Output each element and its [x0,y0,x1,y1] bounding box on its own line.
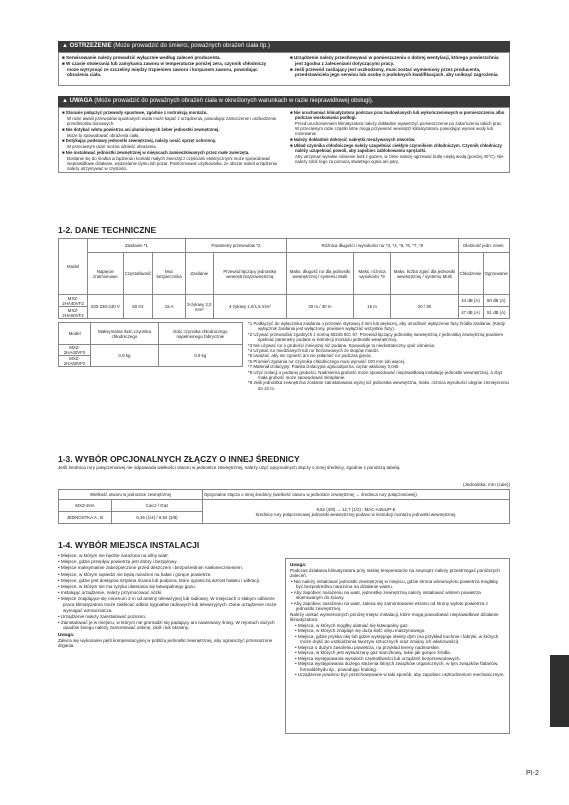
caution-item-title: ■ Nie uruchamiać klimatyzatora podczas prac budowlanych lub wykończeniowych w pomieszczeniu albo podczas woskowania podłogi. [290,110,505,121]
low-temp-note-box [285,558,510,734]
cell-options [203,500,510,524]
box-sub-item: • Miejsca o dużym zasoleniu powietrza, na przykład tereny nadmorskie. [295,644,441,650]
warning-item: ■ Serwisowanie należy prowadzić wyłącznie według zaleceń producenta. [62,55,221,60]
th-fuse: Moc bezpiecznika [153,253,185,295]
list-item: • Miejsce maksymalnie zabezpieczone przed deszczem i bezpośrednim nasłonecznieniem. [58,565,243,571]
th-model: Model [59,323,91,345]
box-sub-item: • Miejsca, w których znajduje się duża ilość oleju maszynowego. [295,628,426,633]
unit-label: (Jednostka: mm (cale)) [463,482,510,487]
warning-item: ■ W czasie otwierania lub zamykania zaworu w temperaturze poniżej zera, czynnik chłodniczy może wytrysnąć ze szczeliny między trzpieniem zaworu i korpusem zaworu, powodując obrażenia ciała. [62,61,267,78]
th-noise: Głośność jedn. zewn. [458,239,509,253]
reducer-table [58,489,510,524]
caution-item-title: ■ Nie dotykać wlotu powietrza ani aluminiowych żeber jednostki zewnętrznej. [62,126,220,132]
list-item: • Instalując urządzenie, należy przymocować nóżki. [58,590,163,596]
list-item: • Miejsce, w którym sąsiedzi nie będą narażeni na hałas i gorące powietrze. [58,571,212,577]
section-1-3-intro: Jeśli średnica rury połączeniowej nie odpowiada wielkości otworu w jednostce zewnętrznej, należy użyć opcjonalnych złączy o innej średnicy, zgodnie z poniższą tabelą. [58,465,401,470]
box-sub-item: • Miejsca występowania dużego stężenia lotnych związków organicznych, w tym związków ftalanów, formaldehydu itp., powodując kraking. [295,661,499,672]
cell-power: 3-żyłowy 2,0 mm² [185,295,213,319]
note: *3 Nie używać rur o grubości mniejszej niż podana. Spowoduje to niedostateczny opór ciśnienia. [248,342,436,348]
cell-freq: 50 Hz [123,295,153,319]
cell-model: MXZ-2HA40VF2 [59,295,88,307]
warning-label: ▲ OSTRZEŻENIE [62,43,112,49]
th-heat: Ogrzewanie [483,253,510,295]
note: *9 Jeśli jednostka zewnętrzna zostanie zainstalowana wyżej niż jednostka wewnętrzna, maks. różnica wysokości ulegnie zmniejszeniu do 10 m. [248,380,509,391]
th-power: Zasilanie [185,253,213,295]
cell-heat: 51 dB (A) [483,307,510,319]
option-joint: 9,52 (3/8) → 12,7 (1/2) : MAC-A454JP-E [316,506,396,512]
caution-label: ▲ UWAGA [62,98,93,104]
list-item: • Miejsce, gdzie przepływ powietrza jest dobry i bezpyłowy. [58,559,178,565]
section-1-3-title: 1-3. WYBÓR OPCJONALNYCH ZŁĄCZY O INNEJ ŚREDNICY [58,454,300,464]
section-1-2-title: 1-2. DANE TECHNICZNE [58,225,157,235]
list-item: • Miejsce, w którym nie będzie narażona na silny wiatr. [58,553,169,558]
spec-notes [248,321,510,391]
cell-conn: 4-żyłowy 1,0/1,5 mm² [213,295,286,319]
cell-maxlen: 20 m / 30 m [286,295,353,319]
th-diff: Różnica długości i wysokości rur *3, *4, *5, *6, *7, *8 [286,239,458,253]
th-port-size: Wielkość otworu w jednostce zewnętrznej [59,490,203,500]
box-mid: Należy unikać wymienionych poniżej miejsc instalacji, które mogą powodować nieprawidłowe działanie klimatyzatora. [290,611,499,622]
box-item: • Aby zapobiec narażeniu na wiatr, zaleca się zamontowanie ekranu od strony wylotu powietrza z jednostki zewnętrznej. [291,600,488,611]
warning-header [58,41,510,52]
caution-item-title: ■ Staranie połączyć przewody spustowe, zgodnie z instrukcją montażu. [62,110,208,115]
box-title: Uwaga: [290,562,307,567]
cell-sizes: 6,35 (1/4) / 9,52 (3/8) [112,512,203,524]
note: *5 Uważać, aby nie zgnieść ani nie połamać rur podczas gięcia. [248,353,372,359]
refrigerant-table [58,322,243,367]
cell-model: MXZ-2HA50VF2 [59,356,91,367]
note-text: Zaleca się wykonanie pętli kompensacyjnej w pobliżu jednostki zewnętrznej, aby ograniczyć przenoszone drgania. [58,637,273,649]
cell-cool: 47 dB (A) [458,307,483,319]
box-sub-item: • Miejsca, w których jest wytwarzany gaz siarczkowy, takie jak gorące źródła. [295,650,451,655]
caution-right [290,110,505,165]
section-1-4-title: 1-4. WYBÓR MIEJSCA INSTALACJI [58,540,200,550]
note: *4 Używać rur miedzianych lub rur bezszwowych ze stopów miedzi. [248,348,380,354]
caution-item-title: ■ Dotykając podstawy jednostki zewnętrznej, należy nosić sprzęt ochronny. [62,138,217,144]
page-number: PI-2 [526,770,539,777]
caution-item-text: Dostanie się do środka urządzenia i kontakt małych zwierząt z częściami elektrycznymi może spowodować nieprawidłowe działanie, wydzielanie dymu lub pożar. Poinformować użytkownika, że obszar wokół urządzenia należy utrzymywać w czystości. [67,155,277,172]
caution-item-title: ■ Należy dokładnie dokręcić nakrętki nieużywanych otworów. [290,137,416,143]
cell-cool: 44 dB (A) [458,295,483,307]
cell-model: MXZ-2HA50VF2 [59,307,88,319]
cell-bends: 20 / 30 [391,295,458,319]
list-item: • Miejsce, gdzie jest dostępna sztywna ściana lub podpora, które ograniczą wzrost hałasu i wibracji. [58,577,261,583]
box-sub-item: • Urządzenie powinno być przechowywane w taki sposób, aby zapobiec uszkodzeniom mechanicznym. [295,672,505,677]
caution-item-text: Przed uruchomieniem klimatyzatora należy dokładnie wywietrzyć pomieszczenie po zakończeniu takich prac. W przeciwnym razie cząstki lotne mogą przywierać wewnątrz klimatyzatora, powodując wyciek wody lub rozerwanie. [295,121,503,137]
cell-model: MXZ-2HA [59,500,112,512]
box-sub-item: • Miejsca, w których mogłby ulatniać się łatwopalny gaz. [295,622,409,628]
note: *8 Użyć izolacji o podanej grubości. Nadmierna grubość może spowodować nieprawidłową instalację jednostki wewnętrznej, a zbyt mała grubość może spowodować skraplanie. [248,369,503,381]
cell-unit: JEDNOSTKA A , B [59,512,112,524]
warning-left [62,55,277,79]
box-item: • Nie należy instalować jednostki zewnętrznej w miejscu, gdzie strona wlotu/wylotu powietrza mogłaby być bezpośrednio narażona na działanie wiatru. [291,578,499,589]
spec-table [58,238,510,319]
caution-item-title: ■ Układ czynnika chłodniczego należy uzupełniać ciekłym czynnikiem chłodniczym. Czynnik chłodniczy należy uzupełniać powoli, aby zapobiec zablokowaniu sprężarki. [290,143,503,154]
th-bends: Maks. liczba zgięć dla jednostki wewnętrznej / systemu Multi [391,253,458,295]
th-freq: Częstotliwość [123,253,153,295]
list-item: • Miejsce znajdujące się minimum 3 m od anteny telewizyjnej lub radiowej. W miejscach o słabym odbiorze praca klimatyzatora może zakłócać odbiór sygnałów radiowych lub telewizyjnych. Dane urządzenie może wymagać wzmacniacza. [58,596,277,613]
list-item: • Miejsce, w którym nie ma ryzyka ulatniania się łatwopalnego gazu. [58,583,196,589]
warning-note: (Może prowadzić do śmierci, poważnych obrażeń ciała itp.) [113,43,271,49]
box-sub-item: • Miejsca, gdzie pryska olej lub gdzie występuje oleisty dym (na przykład kuchnie i fabryki, w których może dojść do uszkodzenia tworzyw sztucznych oraz zmiany ich właściwości). [295,633,499,644]
note: *1 Podłączyć do wyłącznika zasilania o przerwie stykowej 3 mm lub większej, aby umożliwić wyłączenie fazy źródła zasilania. (Kiedy wyłącznik zasilania jest wyłączony, powinien wyłączać wszystkie fazy). [248,321,505,332]
cell-voltage: 220-230-240 V [88,295,124,319]
cell-fuse: 15 A [153,295,185,319]
th-cool: Chłodzenie [458,253,483,295]
caution-item-text: Może to spowodować obrażenia ciała. [67,132,140,138]
box-item: • Aby zapobiec narażeniu na wiatr, jednostkę zewnętrzną należy instalować wlotem powietrza skierowanym do ściany. [291,589,481,600]
warning-item: ■ Jeśli przewód zasilający jest uszkodzony, musi zostać wymieniony przez producenta, przedstawiciela jego serwisu lub osobę o podobnych kwalifikacjach, aby uniknąć zagrożenia. [290,66,499,78]
caution-item-text: W przeciwnym razie można odnieść obrażenia. [67,144,157,150]
cell-heat: 50 dB (A) [483,295,510,307]
caution-header [58,96,510,107]
cell-max: 0,9 kg [91,345,158,367]
th-maxh: Maks. różnica wysokości *9 [353,253,390,295]
box-sub-item: • Miejsca występowania wysokich częstotliwości lub urządzeń bezprzewodowych. [295,655,461,661]
th-pipes: Parametry przewodów *2 [185,239,286,253]
note-title: Uwaga: [58,631,75,637]
warning-right [290,55,505,79]
caution-item-title: ■ Nie instalować jednostki zewnętrznej w miejscach zamieszkiwanych przez małe zwierzęta. [62,149,250,155]
th-model: Model [59,239,88,295]
box-intro: Podczas działania klimatyzatora przy niskiej temperaturze na zewnątrz należy przestrzegać poniższych zaleceń. [290,567,500,578]
warning-item: ■ Urządzenie należy przechowywać w pomieszczeniu o dobrej wentylacji, którego powierzchnia jest zgodna z zaleceniami dotyczącymi pracy. [290,55,499,66]
list-item: • Urządzenie należy zainstalować poziomo. [58,613,147,619]
th-maxlen: Maks. długość rur dla jednostki wewnętrznej / systemu Multi [286,253,353,295]
caution-item-text: Aby utrzymać wysokie ciśnienie butli z gazem, w zimie należy ogrzewać butlę ciepłą wodą (poniżej 40°C). Nie należy robić tego za pomocą otwartego ognia ani pary. [295,154,504,165]
cell-liquid-gas: Ciecz / Gaz [112,500,203,512]
th-optional-joints: Opcjonalne złącza o innej średnicy (wielkość otworu w jednostce zewnętrznej → średnica rury połączeniowej) [203,490,510,500]
th-supply: Zasilanie *1 [88,239,186,253]
option-note: Średnicę rury połączeniowej jednostki wewnętrznej podano w instrukcji montażu jednostki wewnętrznej. [255,511,457,517]
th-factory-refrigerant: Ilość czynnika chłodniczego napełnionego fabrycznie [158,323,242,345]
language-tab [550,655,569,727]
caution-note: (Może prowadzić do poważnych obrażeń ciała w określonych warunkach w razie nieprawidłowej obsługi). [94,98,374,104]
note: *7 Materiał izolacyjny: Pianka izolacyjna ognioodporna, ciężar właściwy 0,045 [248,364,399,370]
th-max-refrigerant: Maksymalna ilość czynnika chłodniczego [91,323,158,345]
th-voltage: Napięcie znamionowe [88,253,124,295]
caution-item-text: W razie awarii przewodów spustowych woda może kapać z urządzenia, powodując zamoczenie i uszkodzenie przedmiotów domowych. [67,115,277,126]
note: *2 Używać przewodów zgodnych z normą 60245 IEC 57. Przewód łączący jednostkę wewnętrzną z jednostką zewnętrzną powinien spełniać parametry podane w instrukcji montażu jednostki wewnętrznej. [248,331,504,343]
cell-fill: 0,9 kg [158,345,242,367]
caution-left [62,110,277,172]
site-list [58,553,278,650]
cell-model: MXZ-2HA40VF2 [59,345,91,356]
cell-maxh: 15 m [353,295,390,319]
th-conn: Przewód łączący jednostkę wewnętrzną/zewnętrzną [213,253,286,295]
note: *6 Promień zginania rur czynnika chłodniczego musi wynosić 100 mm lub więcej. [248,358,406,364]
list-item: • Zainstalować je w miejscu, w którym nie gromadzi się padający ani nawiewany śnieg. W rejonach dużych opadów śniegu należy zamontować osłonę, okół i luk okrasny. [58,619,275,631]
